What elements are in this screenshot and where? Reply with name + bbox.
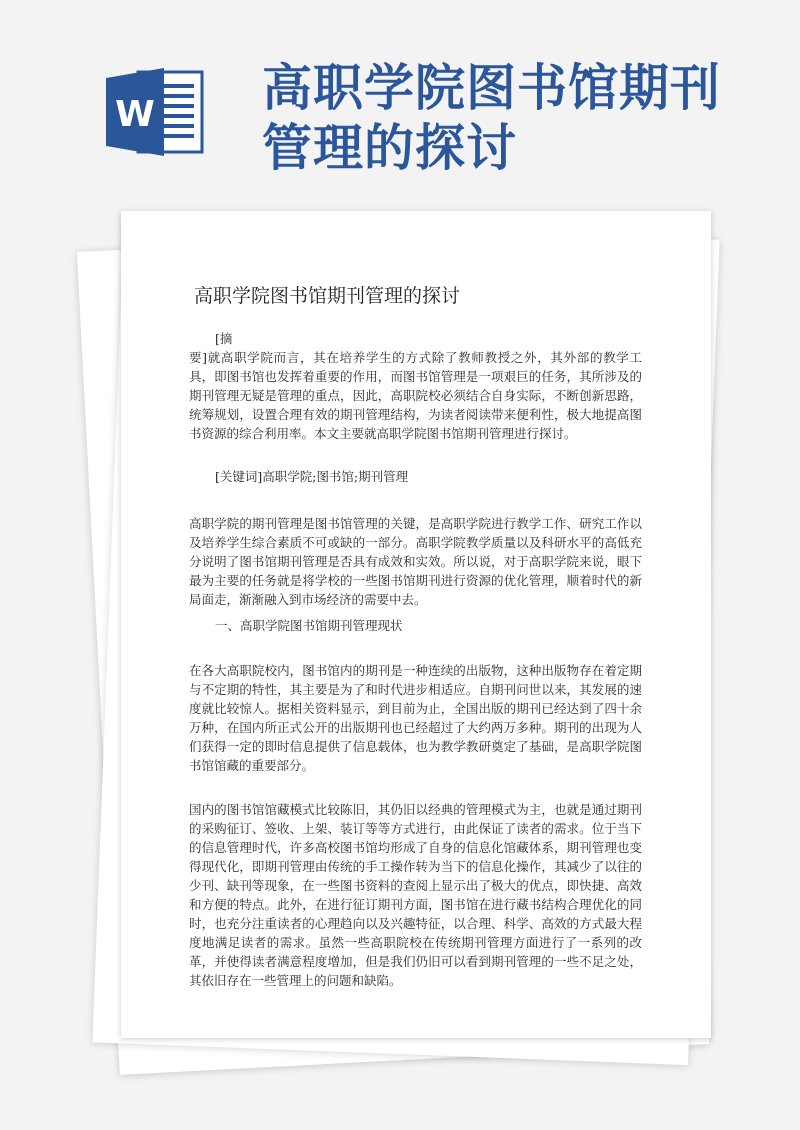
document-page bbox=[121, 211, 711, 1038]
section-heading: 一、高职学院图书馆期刊管理现状 bbox=[215, 618, 403, 633]
abstract-text: 要]就高职学院而言，其在培养学生的方式除了教师教授之外，其外部的教学工具，即图书馆也发挥着重要的作用，而图书馆管理是一项艰巨的任务，其所涉及的期刊管理无疑是管理的重点，因此，高职院校必须结合自身实际，不断创新思路，统筹规划，设置合理有效的期刊管理结构，为读者阅读带来便利性，极大地提高图书资源的综合利用率。本文主要就高职学院图书馆期刊管理进行探讨。 bbox=[189, 350, 642, 441]
abstract-label: [摘 bbox=[215, 331, 233, 346]
body-paragraph: 在各大高职院校内，图书馆内的期刊是一种连续的出版物，这种出版物存在着定期与不定期的特性，其主要是为了和时代进步相适应。自期刊问世以来，其发展的速度就比较惊人。据相关资料显示，到目前为止，全国出版的期刊已经达到了四十余万种，在国内所正式公开的出版期刊也已经超过了大约两万多种。期刊的出现为人们获得一定的即时信息提供了信息载体，也为教学教研奠定了基础，是高职学院图书馆馆藏的重要部分。 bbox=[189, 663, 642, 773]
svg-text:W: W bbox=[115, 94, 155, 135]
word-document-icon bbox=[104, 66, 208, 158]
body-paragraph: 高职学院的期刊管理是图书馆管理的关键，是高职学院进行教学工作、研究工作以及培养学生综合素质不可或缺的一部分。高职学院教学质量以及科研水平的高低充分说明了图书馆期刊管理是否具有成效和实效。所以说，对于高职学院来说，眼下最为主要的任务就是将学校的一些图书馆期刊进行资源的优化管理，顺着时代的新局面走，渐渐融入到市场经济的需要中去。 bbox=[189, 516, 642, 607]
banner-title: 高职学院图书馆期刊管理的探讨 bbox=[262, 59, 721, 177]
body-paragraph: 国内的图书馆馆藏模式比较陈旧，其仍旧以经典的管理模式为主，也就是通过期刊的采购征订、签收、上架、装订等等方式进行，由此保证了读者的需求。位于当下的信息管理时代，许多高校图书馆均形成了自身的信息化馆藏体系，期刊管理也变得现代化，即期刊管理由传统的手工操作转为当下的信息化操作，其减少了以往的少刊、缺刊等现象，在一些图书资料的查阅上显示出了极大的优点，即快捷、高效和方便的特点。此外，在进行征订期刊方面，图书馆在进行藏书结构合理优化的同时，也充分注重读者的心理趋向以及兴趣特征，以合理、科学、高效的方式最大程度地满足读者的需求。虽然一些高职院校在传统期刊管理方面进行了一系列的改革，并使得读者满意程度增加，但是我们仍旧可以看到期刊管理的一些不足之处，其依旧存在一些管理上的问题和缺陷。 bbox=[189, 802, 642, 988]
document-title: 高职学院图书馆期刊管理的探讨 bbox=[194, 285, 461, 307]
keywords: [关键词]高职学院;图书馆;期刊管理 bbox=[215, 469, 409, 484]
